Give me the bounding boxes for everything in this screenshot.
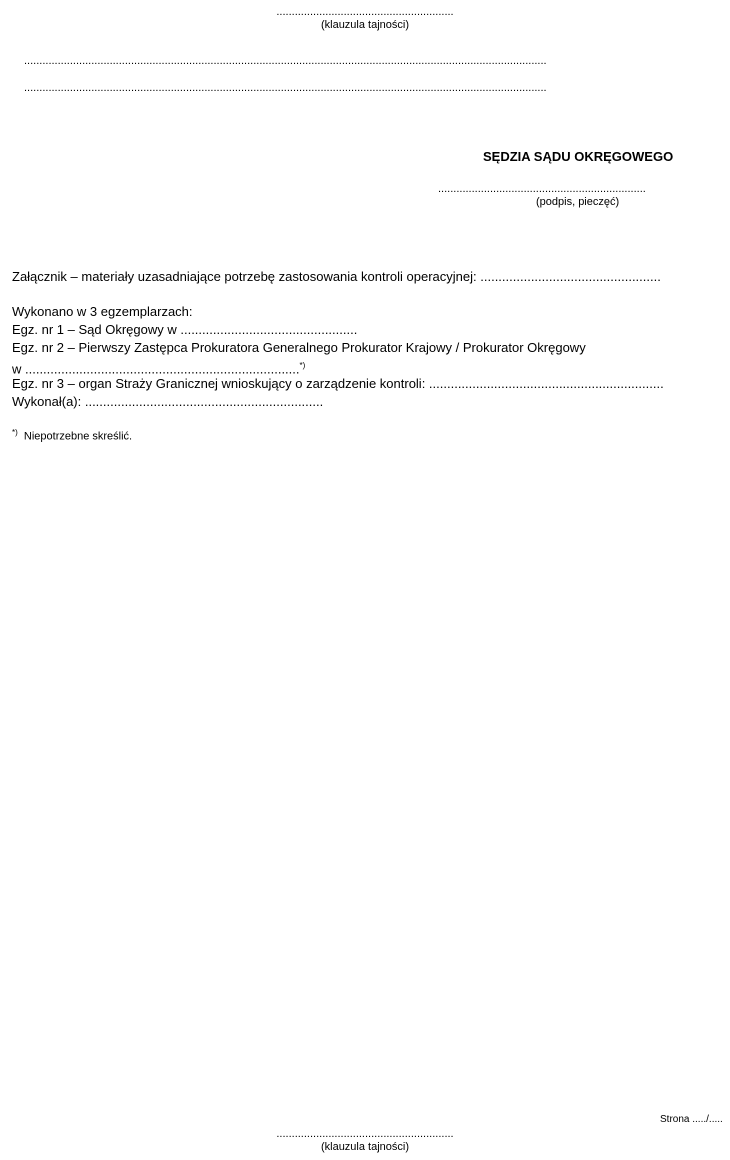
- copy-2-line-1: Egz. nr 2 – Pierwszy Zastępca Prokuratora Generalnego Prokurator Krajowy / Prokurator Okręgowy: [12, 340, 586, 355]
- copy-1-line: Egz. nr 1 – Sąd Okręgowy w .................................................: [12, 322, 358, 337]
- executed-by-line: Wykonał(a): ..................................................................: [12, 394, 324, 409]
- page-number: Strona ...../.....: [660, 1114, 723, 1125]
- dotted-line-1: ...........................................................................................................................................................................: [24, 55, 547, 67]
- footnote-text: Niepotrzebne skreślić.: [23, 430, 133, 443]
- footnote: [12, 428, 132, 443]
- judge-title: SĘDZIA SĄDU OKRĘGOWEGO: [483, 149, 674, 164]
- signature-label: (podpis, pieczęć): [536, 196, 620, 208]
- signature-dots: ....................................................................: [438, 183, 646, 195]
- copy-2-place: w ............................................................................: [12, 361, 300, 377]
- copy-3-line: Egz. nr 3 – organ Straży Granicznej wnioskujący o zarządzenie kontroli: .................................................................: [12, 376, 664, 391]
- attachment-line: Załącznik – materiały uzasadniające potrzebę zastosowania kontroli operacyjnej: ..................................................: [12, 269, 661, 284]
- footer-classification-label: (klauzula tajności): [320, 1141, 410, 1153]
- header-dots: ..........................................................: [276, 6, 454, 18]
- copy-2-footnote-mark: *): [299, 361, 306, 370]
- header-classification-label: (klauzula tajności): [320, 19, 410, 31]
- dotted-line-2: ...........................................................................................................................................................................: [24, 82, 547, 94]
- copies-intro: Wykonano w 3 egzemplarzach:: [12, 304, 193, 319]
- footnote-mark: *): [12, 428, 18, 437]
- footer-dots: ..........................................................: [276, 1128, 454, 1140]
